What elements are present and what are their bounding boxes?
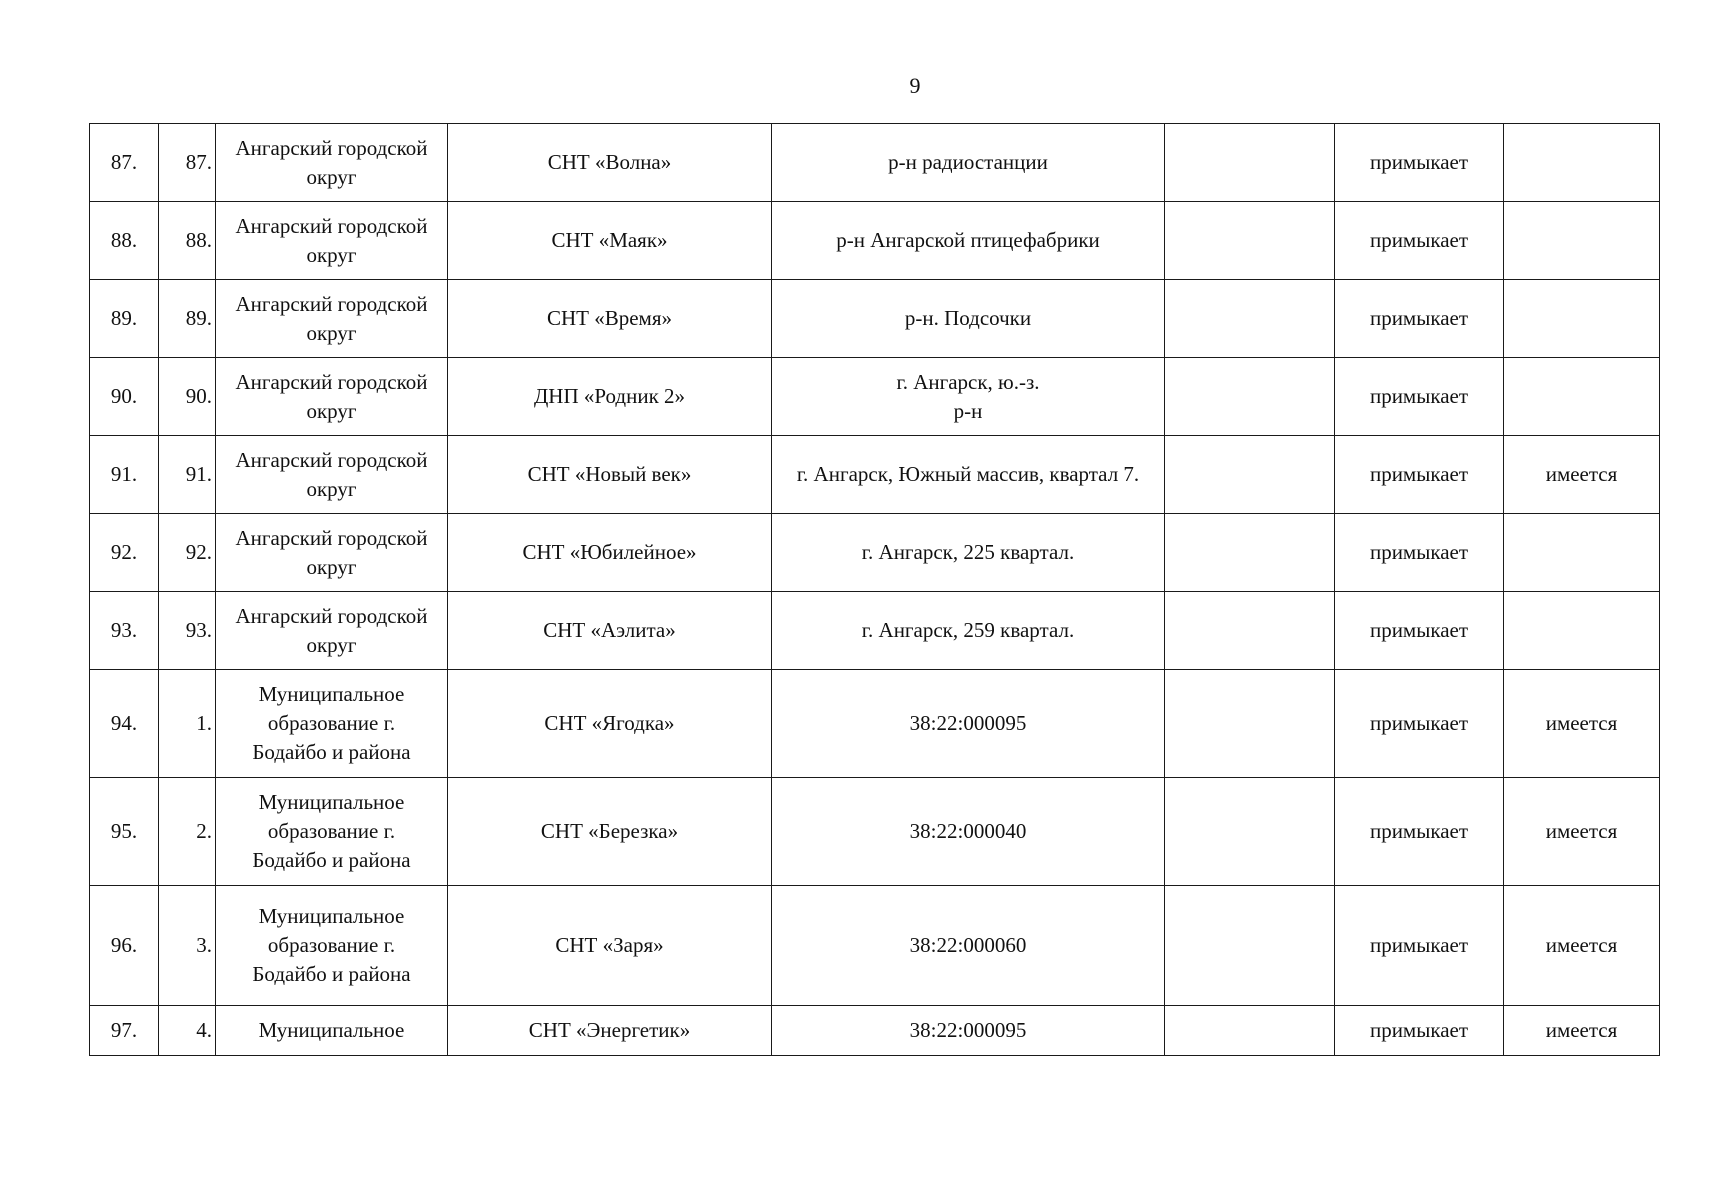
partnership-name-cell-text: СНТ «Маяк» — [551, 228, 668, 252]
partnership-name-cell — [448, 778, 772, 886]
availability-cell-text: имеется — [1545, 1018, 1618, 1042]
local-number-cell-text: 2. — [196, 819, 212, 843]
adjacency-cell-text: примыкает — [1369, 1018, 1469, 1042]
municipality-cell — [216, 778, 448, 886]
municipality-cell — [216, 886, 448, 1006]
location-cell-text: р-н радиостанции — [888, 150, 1048, 174]
local-number-cell — [159, 1006, 216, 1056]
municipality-cell-text: Ангарский городской округ — [235, 291, 428, 345]
empty-cell — [1165, 514, 1335, 592]
partnership-name-cell — [448, 1006, 772, 1056]
table-row — [90, 202, 1660, 280]
row-number-cell — [90, 1006, 159, 1056]
municipality-cell — [216, 124, 448, 202]
partnership-name-cell-text: СНТ «Березка» — [540, 819, 679, 843]
adjacency-cell-text: примыкает — [1369, 228, 1469, 252]
location-cell — [772, 514, 1165, 592]
empty-cell — [1165, 670, 1335, 778]
adjacency-cell — [1335, 670, 1504, 778]
local-number-cell-text: 92. — [185, 540, 212, 564]
partnership-name-cell — [448, 280, 772, 358]
table-row — [90, 358, 1660, 436]
row-number-cell-text: 93. — [110, 618, 138, 642]
empty-cell — [1165, 778, 1335, 886]
page-number: 9 — [909, 73, 921, 98]
row-number-cell-text: 95. — [110, 819, 138, 843]
municipality-cell — [216, 670, 448, 778]
local-number-cell — [159, 514, 216, 592]
partnership-name-cell-text: СНТ «Юбилейное» — [522, 540, 697, 564]
location-cell — [772, 280, 1165, 358]
availability-cell — [1504, 778, 1660, 886]
municipality-cell-text: Ангарский городской округ — [235, 525, 428, 579]
adjacency-cell — [1335, 124, 1504, 202]
partnership-name-cell-text: СНТ «Заря» — [555, 933, 664, 957]
adjacency-cell-text: примыкает — [1369, 819, 1469, 843]
municipality-cell-text: Ангарский городской округ — [235, 213, 428, 267]
empty-cell — [1165, 202, 1335, 280]
adjacency-cell-text: примыкает — [1369, 150, 1469, 174]
table-body — [90, 124, 1660, 1056]
row-number-cell-text: 94. — [110, 711, 138, 735]
location-cell-text: р-н. Подсочки — [904, 306, 1032, 330]
adjacency-cell-text: примыкает — [1369, 462, 1469, 486]
availability-cell — [1504, 592, 1660, 670]
empty-cell — [1165, 436, 1335, 514]
row-number-cell — [90, 124, 159, 202]
local-number-cell — [159, 124, 216, 202]
municipality-cell-text: Ангарский городской округ — [235, 369, 428, 423]
partnership-name-cell-text: СНТ «Энергетик» — [528, 1018, 691, 1042]
municipality-cell — [216, 436, 448, 514]
row-number-cell-text: 92. — [110, 540, 138, 564]
adjacency-cell-text: примыкает — [1369, 384, 1469, 408]
table-row — [90, 592, 1660, 670]
local-number-cell-text: 88. — [185, 228, 212, 252]
local-number-cell — [159, 358, 216, 436]
partnership-name-cell-text: СНТ «Волна» — [547, 150, 672, 174]
partnership-name-cell-text: СНТ «Время» — [546, 306, 673, 330]
table-row — [90, 670, 1660, 778]
location-cell-text: 38:22:000095 — [909, 711, 1027, 735]
location-cell — [772, 1006, 1165, 1056]
row-number-cell-text: 96. — [110, 933, 138, 957]
local-number-cell — [159, 436, 216, 514]
empty-cell — [1165, 1006, 1335, 1056]
local-number-cell-text: 1. — [196, 711, 212, 735]
row-number-cell-text: 91. — [110, 462, 138, 486]
municipality-cell — [216, 202, 448, 280]
adjacency-cell — [1335, 514, 1504, 592]
municipality-cell-text: Ангарский городской округ — [235, 135, 428, 189]
municipality-cell — [216, 358, 448, 436]
empty-cell — [1165, 124, 1335, 202]
local-number-cell-text: 93. — [185, 618, 212, 642]
location-cell-text: 38:22:000060 — [909, 933, 1027, 957]
location-cell — [772, 778, 1165, 886]
location-cell-text: г. Ангарск, 259 квартал. — [861, 618, 1075, 642]
location-cell — [772, 358, 1165, 436]
row-number-cell — [90, 670, 159, 778]
partnership-name-cell — [448, 514, 772, 592]
local-number-cell — [159, 202, 216, 280]
availability-cell — [1504, 280, 1660, 358]
partnership-name-cell — [448, 670, 772, 778]
row-number-cell — [90, 202, 159, 280]
location-cell — [772, 886, 1165, 1006]
adjacency-cell-text: примыкает — [1369, 711, 1469, 735]
location-cell — [772, 436, 1165, 514]
local-number-cell-text: 91. — [185, 462, 212, 486]
registry-table — [89, 123, 1660, 1056]
municipality-cell-text: Муниципальное образование г. Бодайбо и района — [252, 682, 411, 764]
partnership-name-cell — [448, 886, 772, 1006]
local-number-cell — [159, 280, 216, 358]
adjacency-cell — [1335, 280, 1504, 358]
local-number-cell — [159, 778, 216, 886]
partnership-name-cell — [448, 124, 772, 202]
adjacency-cell — [1335, 592, 1504, 670]
location-cell-text: 38:22:000040 — [909, 819, 1027, 843]
availability-cell-text: имеется — [1545, 711, 1618, 735]
row-number-cell — [90, 592, 159, 670]
partnership-name-cell-text: СНТ «Аэлита» — [543, 618, 676, 642]
adjacency-cell-text: примыкает — [1369, 306, 1469, 330]
availability-cell — [1504, 1006, 1660, 1056]
availability-cell — [1504, 124, 1660, 202]
availability-cell — [1504, 436, 1660, 514]
row-number-cell — [90, 436, 159, 514]
adjacency-cell — [1335, 436, 1504, 514]
municipality-cell-text: Муниципальное образование г. Бодайбо и района — [252, 904, 411, 986]
location-cell — [772, 124, 1165, 202]
municipality-cell — [216, 1006, 448, 1056]
row-number-cell-text: 90. — [110, 384, 138, 408]
table-row — [90, 886, 1660, 1006]
location-cell — [772, 670, 1165, 778]
local-number-cell — [159, 886, 216, 1006]
local-number-cell-text: 87. — [185, 150, 212, 174]
partnership-name-cell-text: СНТ «Новый век» — [527, 462, 692, 486]
adjacency-cell — [1335, 1006, 1504, 1056]
row-number-cell-text: 87. — [110, 150, 138, 174]
location-cell-text: г. Ангарск, 225 квартал. — [861, 540, 1075, 564]
adjacency-cell-text: примыкает — [1369, 933, 1469, 957]
location-cell-text: р-н Ангарской птицефабрики — [836, 228, 1100, 252]
location-cell — [772, 202, 1165, 280]
row-number-cell — [90, 778, 159, 886]
municipality-cell-text: Ангарский городской округ — [235, 603, 428, 657]
availability-cell-text: имеется — [1545, 819, 1618, 843]
empty-cell — [1165, 886, 1335, 1006]
empty-cell — [1165, 592, 1335, 670]
local-number-cell-text: 3. — [196, 933, 212, 957]
table-row — [90, 124, 1660, 202]
local-number-cell — [159, 670, 216, 778]
partnership-name-cell — [448, 592, 772, 670]
partnership-name-cell-text: СНТ «Ягодка» — [544, 711, 675, 735]
availability-cell — [1504, 202, 1660, 280]
municipality-cell — [216, 280, 448, 358]
table-row — [90, 514, 1660, 592]
row-number-cell-text: 88. — [110, 228, 138, 252]
table-row — [90, 1006, 1660, 1056]
row-number-cell-text: 97. — [110, 1018, 138, 1042]
location-cell — [772, 592, 1165, 670]
availability-cell — [1504, 670, 1660, 778]
adjacency-cell-text: примыкает — [1369, 540, 1469, 564]
location-cell-text: г. Ангарск, ю.-з. р-н — [896, 369, 1040, 423]
partnership-name-cell — [448, 202, 772, 280]
municipality-cell — [216, 514, 448, 592]
local-number-cell-text: 4. — [196, 1018, 212, 1042]
table-row — [90, 280, 1660, 358]
adjacency-cell — [1335, 886, 1504, 1006]
row-number-cell — [90, 358, 159, 436]
row-number-cell-text: 89. — [110, 306, 138, 330]
local-number-cell — [159, 592, 216, 670]
partnership-name-cell — [448, 358, 772, 436]
municipality-cell — [216, 592, 448, 670]
table-row — [90, 436, 1660, 514]
location-cell-text: г. Ангарск, Южный массив, квартал 7. — [796, 462, 1140, 486]
row-number-cell — [90, 886, 159, 1006]
partnership-name-cell — [448, 436, 772, 514]
local-number-cell-text: 89. — [185, 306, 212, 330]
table-row — [90, 778, 1660, 886]
partnership-name-cell-text: ДНП «Родник 2» — [533, 384, 686, 408]
empty-cell — [1165, 358, 1335, 436]
adjacency-cell — [1335, 778, 1504, 886]
adjacency-cell — [1335, 358, 1504, 436]
municipality-cell-text: Ангарский городской округ — [235, 447, 428, 501]
adjacency-cell-text: примыкает — [1369, 618, 1469, 642]
availability-cell — [1504, 886, 1660, 1006]
location-cell-text: 38:22:000095 — [909, 1018, 1027, 1042]
empty-cell — [1165, 280, 1335, 358]
adjacency-cell — [1335, 202, 1504, 280]
availability-cell-text: имеется — [1545, 933, 1618, 957]
row-number-cell — [90, 280, 159, 358]
local-number-cell-text: 90. — [185, 384, 212, 408]
row-number-cell — [90, 514, 159, 592]
municipality-cell-text: Муниципальное — [258, 1018, 405, 1042]
availability-cell — [1504, 514, 1660, 592]
availability-cell-text: имеется — [1545, 462, 1618, 486]
availability-cell — [1504, 358, 1660, 436]
municipality-cell-text: Муниципальное образование г. Бодайбо и района — [252, 790, 411, 872]
